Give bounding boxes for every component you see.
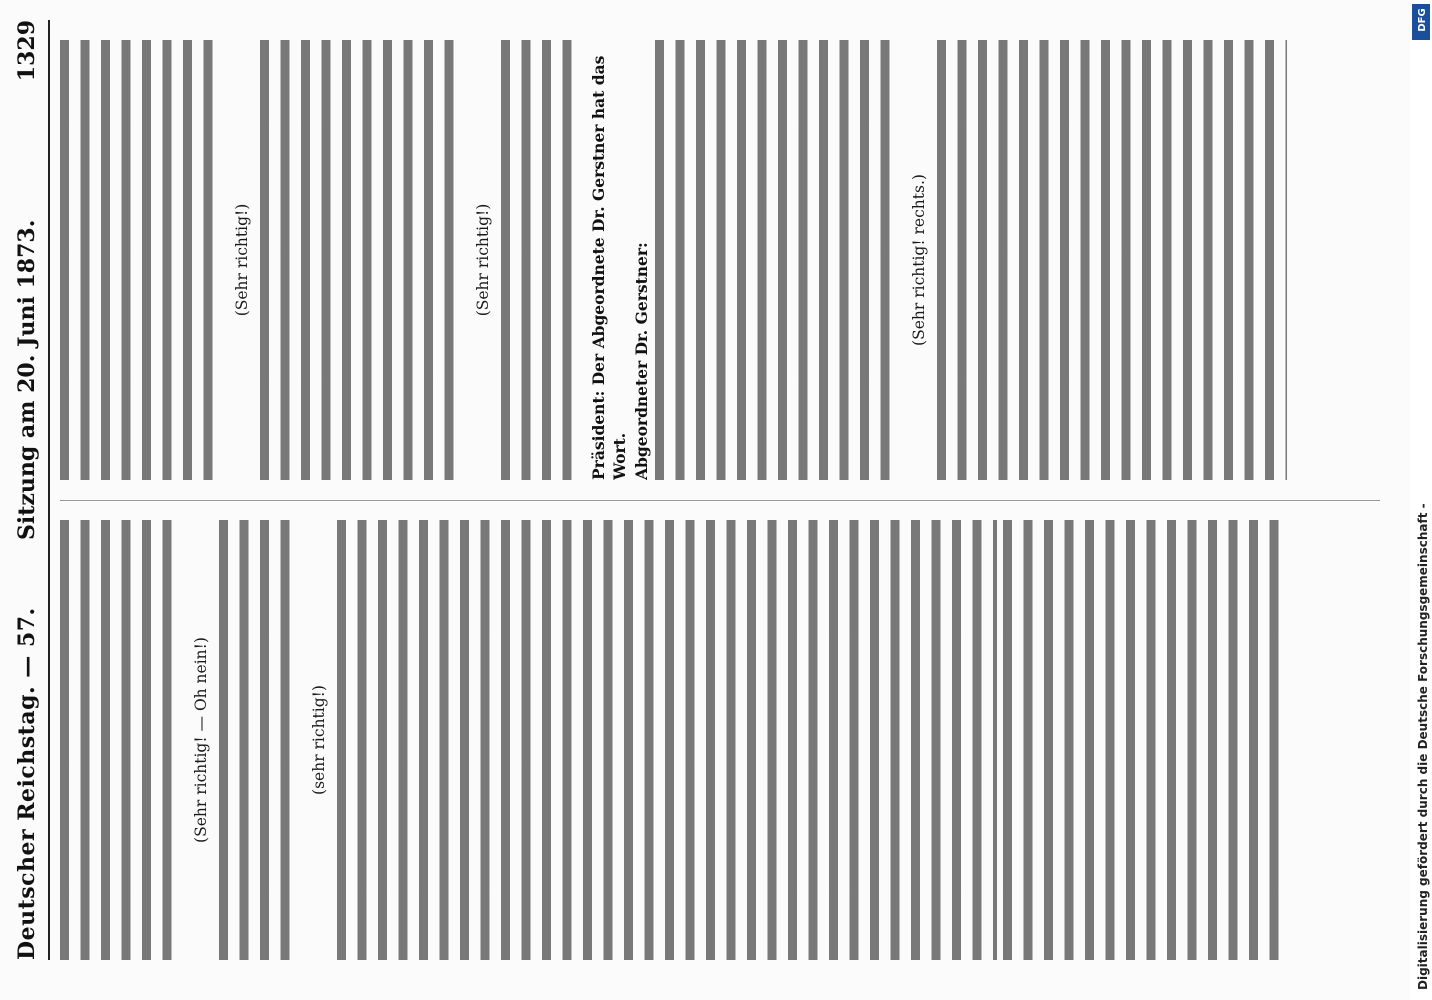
paragraph-block	[937, 40, 1287, 480]
column-divider	[60, 500, 1380, 501]
dfg-logo-text: DFG	[1417, 8, 1428, 32]
header-title: Deutscher Reichstag. — 57.	[14, 607, 40, 960]
interjection: (sehr richtig!)	[310, 685, 328, 795]
paragraph-block	[60, 520, 183, 960]
dfg-logo-icon	[1412, 4, 1430, 40]
interjection: (Sehr richtig! rechts.)	[909, 174, 928, 346]
paragraph-block	[337, 520, 997, 960]
credit-text: Digitalisierung gefördert durch die Deutsche Forschungsgemeinschaft -	[1416, 503, 1430, 990]
paragraph-block	[655, 40, 901, 480]
interjection: (Sehr richtig!)	[233, 203, 251, 317]
paragraph-block	[501, 40, 583, 480]
paragraph-block	[60, 40, 224, 480]
text-column-left	[60, 520, 1380, 960]
page-number: 1329	[14, 20, 40, 82]
interjection: (Sehr richtig! — Oh nein!)	[192, 637, 210, 843]
text-column-right	[60, 40, 1380, 480]
paragraph-block	[260, 40, 465, 480]
digitization-credit-strip	[1410, 0, 1432, 1000]
header-session: Sitzung am 20. Juni 1873.	[14, 219, 40, 540]
interjection: (Sehr richtig!)	[474, 203, 492, 317]
speaker-president: Präsident: Der Abgeordnete Dr. Gerstner hat das Wort.	[589, 55, 629, 480]
running-header	[8, 20, 50, 960]
paragraph-block	[1003, 520, 1290, 960]
paragraph-block	[219, 520, 301, 960]
speaker-gerstner: Abgeordneter Dr. Gerstner:	[632, 242, 651, 480]
